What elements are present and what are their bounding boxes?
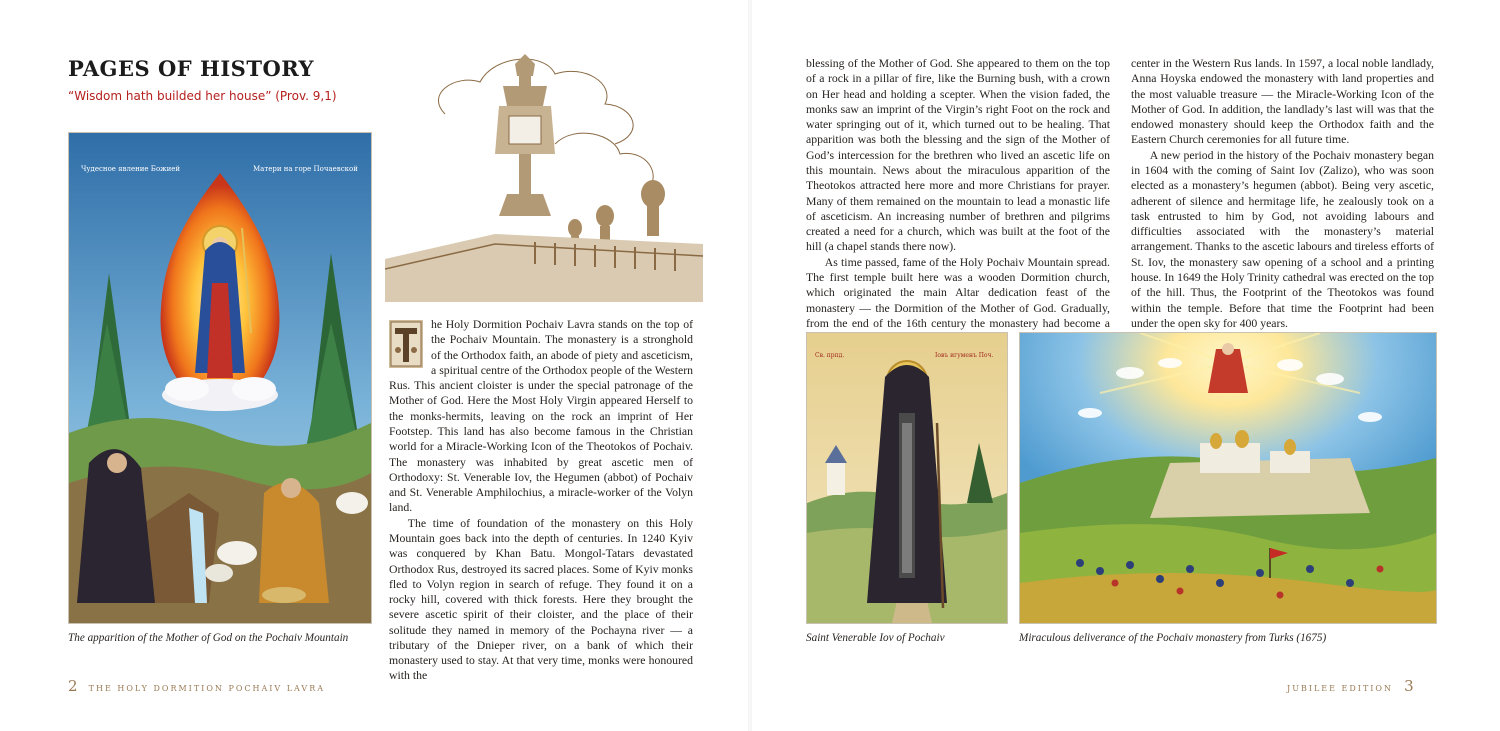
intro-text: he Holy Dormition Pochaiv Lavra stands on the top of the Pochaiv Mountain. The monastery is a stronghold of the Orthodox faith, an abode of piety and asceticism, a spiritual centre of the Orthodox people of the Western Rus. This ancient cloister is under the special patronage of the Mother of God. Here the Most Holy Virgin appeared Herself to the monks-hermits, leaving on the rock an imprint of Her Footstep. This land has also become famous in the Christian world for a Miracle-Working Icon of the Theotokos of Pochaiv. The monastery was inhabited by great ascetic men of Orthodoxy: St. Venerable Iov, the Hegumen (abbot) of Pochaiv and St. Venerable Amphilochius, a miracle-worker of the Volyn land.	[389, 318, 693, 515]
apparition-caption: The apparition of the Mother of God on the Pochaiv Mountain	[68, 632, 349, 644]
left-page-number: 2	[68, 677, 78, 695]
saint-iov-icon-image	[806, 332, 1008, 624]
iov-inscription-right: Іовъ игуменъ Поч.	[935, 352, 994, 359]
icon-inscription-left: Чудесное явление Божией	[81, 165, 181, 173]
iov-inscription-left: Св. прпд.	[815, 352, 845, 359]
page-title: PAGES OF HISTORY	[68, 56, 315, 81]
battle-caption: Miraculous deliverance of the Pochaiv monastery from Turks (1675)	[1019, 632, 1327, 644]
paragraph-intro	[389, 317, 693, 516]
right-page-number: 3	[1404, 677, 1414, 695]
left-running-title: THE HOLY DORMITION POCHAIV LAVRA	[88, 684, 326, 693]
left-footer	[68, 676, 325, 695]
text-column-3	[1131, 56, 1434, 331]
engraving-illustration	[385, 44, 703, 302]
page-gutter	[748, 0, 752, 731]
page-subtitle: “Wisdom hath builded her house” (Prov. 9,1)	[68, 89, 337, 103]
battle-illustration	[1020, 333, 1436, 623]
dropcap-initial	[389, 320, 423, 368]
icon-inscription-right: Матери на горе Почаевской	[253, 165, 358, 173]
paragraph-foundation: The time of foundation of the monastery on this Holy Mountain goes back into the depth of centuries. In 1240 Kyiv was conquered by Khan Batu. Mongol-Tatars devastated Orthodox Rus, destroyed its sacred places. Some of Kyiv monks fled to Volyn region in search of refuge. They found it on a rocky hill, covered with thick forests. Here they brought the severe ascetic spirit of their cloister, and the place of their solitude they named in memory of the Pochayna river — a tributary of the Dnieper river, on a bank of which their monastery used to stay. At that very time, monks were honoured with the	[389, 516, 693, 683]
paragraph-blessing: blessing of the Mother of God. She appeared to them on the top of a rock in a pillar of fire, like the Burning bush, with a crown on Her head and holding a scepter. When the vision faded, the monks saw an imprint of the Virgin’s right Foot on the rock and water springing out of it, which turned out to be healing. That apparition was both the blessing and the sign of the Mother of God’s intercession for the brethren who lived an ascetic life on this mountain. News about the miraculous apparition of the Theotokos attracted here more and more Christians for prayer. Many of them remained on the mountain to lead a monastic life of asceticism. An increasing number of brethren and pilgrims created a need for a church, which was built at the foot of the hill (a chapel stands there now).	[806, 57, 1110, 254]
text-column-1	[389, 317, 693, 684]
apparition-icon-image	[68, 132, 372, 624]
saint-iov-caption: Saint Venerable Iov of Pochaiv	[806, 632, 945, 644]
right-footer	[1287, 676, 1414, 695]
gallery-engraving	[385, 44, 703, 302]
saint-iov-illustration	[807, 333, 1007, 623]
battle-painting-image	[1019, 332, 1437, 624]
right-running-title: JUBILEE EDITION	[1287, 684, 1393, 693]
text-column-2	[806, 56, 1110, 346]
paragraph-iov: A new period in the history of the Pochaiv monastery began in 1604 with the coming of Saint Iov (Zalizo), who was soon elected as a monastery’s hegumen (abbot). Being very ascetic, adherent of silence and hermitage life, he zealously took on a task entrusted to him by God, not avoiding labours and difficulties associated with the monastery’s material arrangement. Thanks to the ascetic labours and tireless efforts of St. Iov, the monastery saw opening of a school and a printing house. In 1649 the Holy Trinity cathedral was erected on the top of the hill. Thus, the Footprint of the Theotokos was found within the temple. Before that time the Footprint had been under the open sky for 400 years.	[1131, 148, 1435, 330]
paragraph-fame: As time passed, fame of the Holy Pochaiv Mountain spread. The first temple built here was a wooden Dormition church, which originated the main Altar dedication feast of the monastery — the Dormition of the Mother of God. Gradually, from the end of the 16th century the monastery had become a	[806, 255, 1110, 330]
paragraph-endowment: center in the Western Rus lands. In 1597, a local noble landlady, Anna Hoyska endowed the monastery with land properties and the most valuable treasure — the Miracle-Working Icon of the Mother of God. In addition, the landlady’s last will was that the endowed monastery should keep the Orthodox faith and the Eastern Church ceremonies for all future time.	[1131, 57, 1434, 147]
apparition-illustration	[69, 133, 371, 623]
